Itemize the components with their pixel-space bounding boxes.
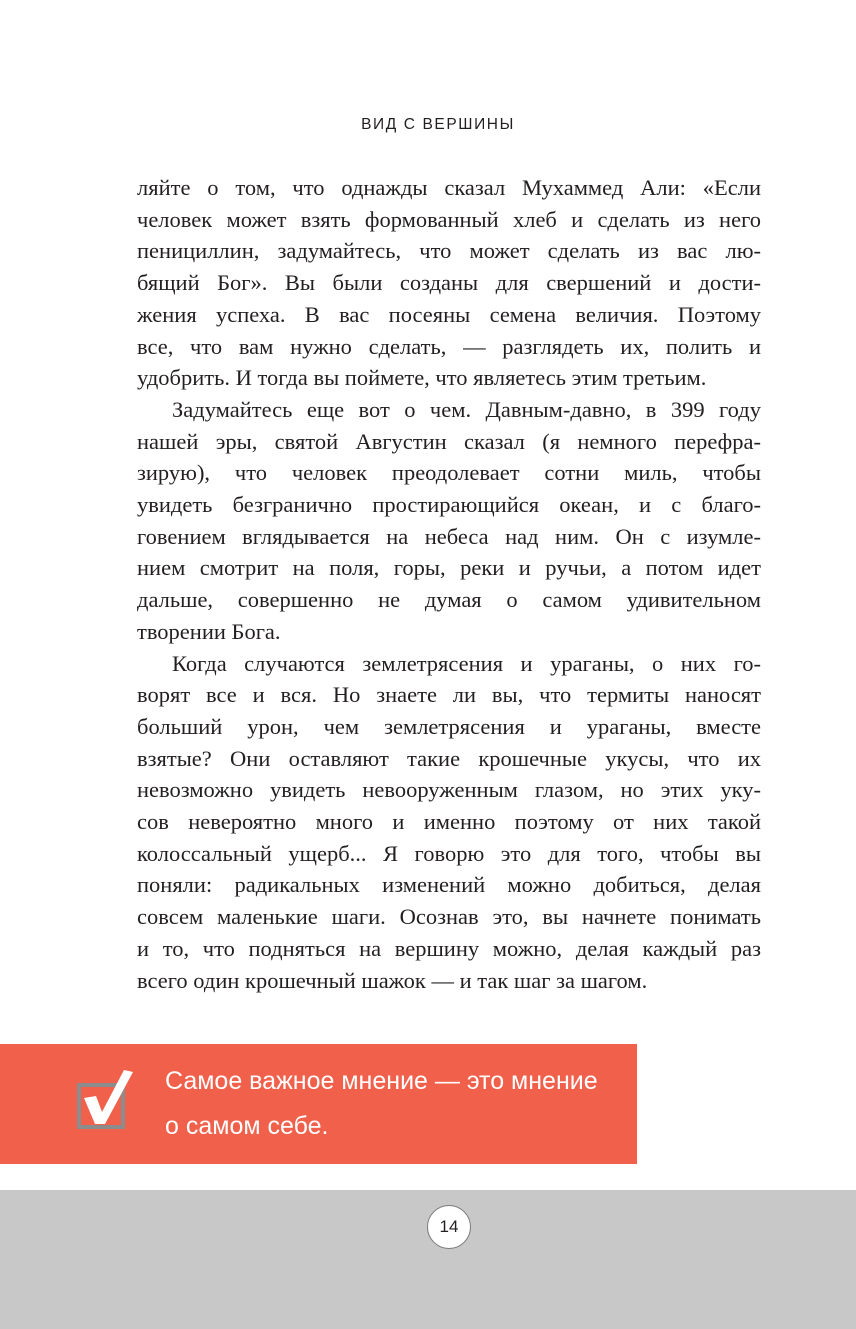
callout-line: Самое важное мнение — это мнение [165, 1067, 598, 1095]
text-line: ворят все и вся. Но знаете ли вы, что термиты наносят [137, 682, 761, 708]
text-line: пенициллин, задумайтесь, что может сделать из вас лю- [137, 238, 761, 264]
page-number: 14 [427, 1205, 471, 1249]
checkbox-check-icon [76, 1068, 134, 1130]
text-line: бящий Бог». Вы были созданы для свершений и дости- [137, 270, 761, 296]
text-line: и то, что подняться на вершину можно, делая каждый раз [137, 935, 761, 961]
text-line: невозможно увидеть невооруженным глазом, но этих уку- [137, 777, 761, 803]
text-line: человек может взять формованный хлеб и сделать из него [137, 206, 761, 232]
body-text [137, 172, 761, 996]
quote-callout [0, 1044, 637, 1164]
paragraph [137, 648, 761, 997]
text-line: больший урон, чем землетрясения и ураганы, вместе [137, 713, 761, 739]
text-line: колоссальный ущерб... Я говорю это для того, чтобы вы [137, 840, 761, 866]
footer-band [0, 1190, 856, 1329]
callout-line: о самом себе. [165, 1112, 329, 1140]
text-line: удобрить. И тогда вы поймете, что являетесь этим третьим. [137, 365, 707, 391]
text-line: нием смотрит на поля, горы, реки и ручьи, а потом идет [137, 555, 761, 581]
text-line: Когда случаются землетрясения и ураганы, о них го- [172, 650, 761, 676]
text-line: сов невероятно много и именно поэтому от них такой [137, 809, 761, 835]
text-line: дальше, совершенно не думая о самом удивительном [137, 587, 761, 613]
running-header: ВИД С ВЕРШИНЫ [361, 116, 515, 133]
text-line: Задумайтесь еще вот о чем. Давным-давно, в 399 году [172, 396, 761, 422]
text-line: совсем маленькие шаги. Осознав это, вы начнете понимать [137, 904, 761, 930]
text-line: говением вглядывается на небеса над ним. Он с изумле- [137, 523, 761, 549]
text-line: все, что вам нужно сделать, — разглядеть их, полить и [137, 333, 761, 359]
paragraph [137, 172, 761, 394]
text-line: всего один крошечный шажок — и так шаг за шагом. [137, 967, 648, 993]
text-line: нашей эры, святой Августин сказал (я немного перефра- [137, 428, 761, 454]
callout-text [165, 1059, 635, 1149]
paragraph [137, 394, 761, 648]
text-line: ляйте о том, что однажды сказал Мухаммед Али: «Если [137, 175, 761, 200]
text-line: творении Бога. [137, 618, 281, 644]
text-line: поняли: радикальных изменений можно добиться, делая [137, 872, 761, 898]
text-line: зирую), что человек преодолевает сотни миль, чтобы [137, 460, 761, 486]
text-line: увидеть безгранично простирающийся океан, и с благо- [137, 492, 761, 518]
text-line: взятые? Они оставляют такие крошечные укусы, что их [137, 745, 761, 771]
text-line: жения успеха. В вас посеяны семена величия. Поэтому [137, 301, 761, 327]
